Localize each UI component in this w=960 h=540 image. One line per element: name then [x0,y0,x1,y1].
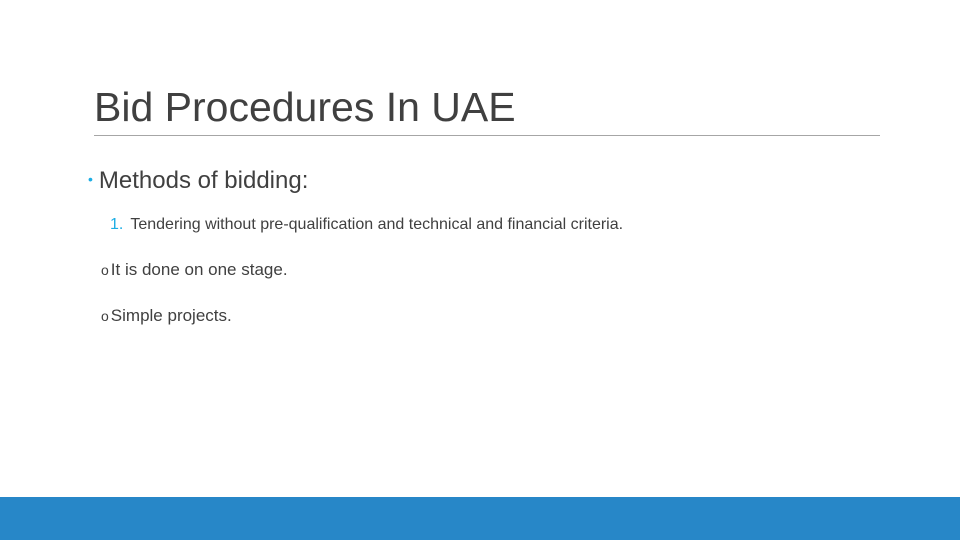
bullet-methods-of-bidding [88,164,308,196]
numbered-item-1 [110,213,623,237]
numbered-item-text: Tendering without pre-qualification and technical and financial criteria. [130,216,624,233]
slide-title: Bid Procedures In UAE [94,84,516,130]
footer-bar [0,497,960,540]
sub-item-simple-projects [101,304,232,328]
sub-item-marker: o [101,308,109,324]
title-divider [94,135,880,136]
sub-item-marker: o [101,262,109,278]
numbered-item-number: 1. [110,216,124,233]
bullet-marker: • [88,171,93,187]
sub-item-one-stage [101,258,288,282]
sub-item-text: It is done on one stage. [110,260,288,279]
bullet-text: Methods of bidding: [98,167,309,194]
sub-item-text: Simple projects. [110,306,232,325]
